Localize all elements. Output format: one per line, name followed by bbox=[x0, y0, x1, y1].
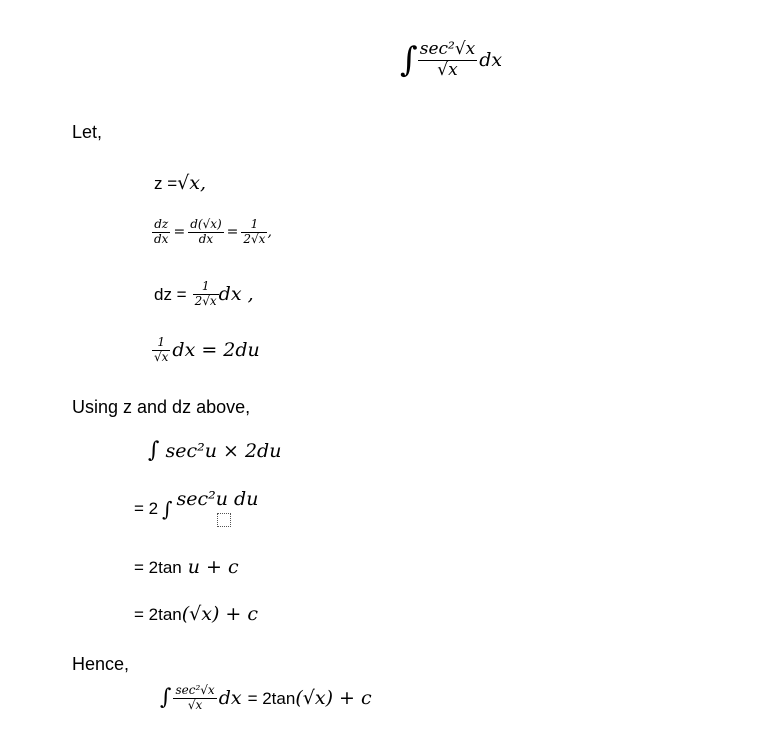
dz-dx-fraction: $\frac{dz}{dx}$ bbox=[154, 217, 169, 246]
final-result-expression: (√x) + c bbox=[295, 686, 372, 709]
dz-equals-label: dz = bbox=[154, 284, 187, 304]
tan-sqrt-prefix: = 2tan bbox=[134, 605, 182, 624]
header-fraction bbox=[418, 40, 478, 80]
final-differential: dx bbox=[218, 686, 242, 709]
final-result bbox=[160, 684, 372, 713]
final-fraction bbox=[173, 684, 216, 713]
placeholder-box bbox=[217, 513, 231, 527]
tan-sqrt-expression: (√x) + c bbox=[181, 603, 259, 625]
one-over-two-sqrt-x-fraction: $\frac{1}{2√x}$ bbox=[243, 217, 266, 246]
step-dz bbox=[154, 280, 254, 309]
step-substitution bbox=[152, 336, 260, 365]
integral-sign: ∫ bbox=[148, 438, 160, 463]
final-equals: = 2tan bbox=[247, 688, 296, 708]
final-numerator: sec²√x bbox=[175, 683, 215, 697]
z-tail: , bbox=[199, 172, 207, 194]
hence-label: Hence, bbox=[72, 654, 130, 674]
substitution-expression: dx = 2du bbox=[172, 338, 260, 361]
step-derivative bbox=[152, 218, 272, 247]
integral-sign: ∫ bbox=[162, 496, 173, 521]
factor-expression: sec²u du bbox=[176, 488, 259, 510]
header-integral bbox=[400, 40, 502, 80]
header-numerator: sec²√x bbox=[419, 39, 476, 59]
dz-expression: dx , bbox=[218, 282, 254, 305]
z-equals-label: z = bbox=[154, 174, 178, 193]
equals-sign: = bbox=[173, 224, 186, 241]
final-denominator: √x bbox=[187, 697, 203, 712]
one-over-sqrt-x-fraction: $\frac{1}{√x}$ bbox=[154, 335, 169, 364]
header-differential: dx bbox=[479, 48, 503, 71]
integral-expression: sec²u × 2du bbox=[165, 439, 282, 462]
step-integral-substituted bbox=[148, 440, 281, 462]
dz-fraction: $\frac{1}{2√x}$ bbox=[194, 279, 217, 308]
factor-prefix: = 2 bbox=[134, 499, 159, 518]
tan-u-prefix: = 2tan bbox=[134, 558, 182, 577]
tan-u-expression: u + c bbox=[187, 556, 239, 578]
step-z-definition bbox=[154, 174, 206, 193]
header-denominator: √x bbox=[437, 59, 458, 80]
let-label: Let, bbox=[72, 122, 103, 142]
z-expression: √x bbox=[177, 172, 200, 194]
d-sqrt-x-fraction: $\frac{d(√x)}{dx}$ bbox=[190, 217, 222, 246]
equals-sign: = bbox=[226, 224, 239, 241]
integral-sign: ∫ bbox=[400, 40, 418, 81]
using-label: Using z and dz above, bbox=[72, 397, 251, 417]
derivative-tail: , bbox=[267, 224, 272, 241]
integral-sign: ∫ bbox=[160, 685, 172, 711]
step-tan-sqrt-x bbox=[134, 605, 258, 624]
step-tan-u bbox=[134, 558, 239, 577]
step-factor-out bbox=[134, 490, 258, 527]
